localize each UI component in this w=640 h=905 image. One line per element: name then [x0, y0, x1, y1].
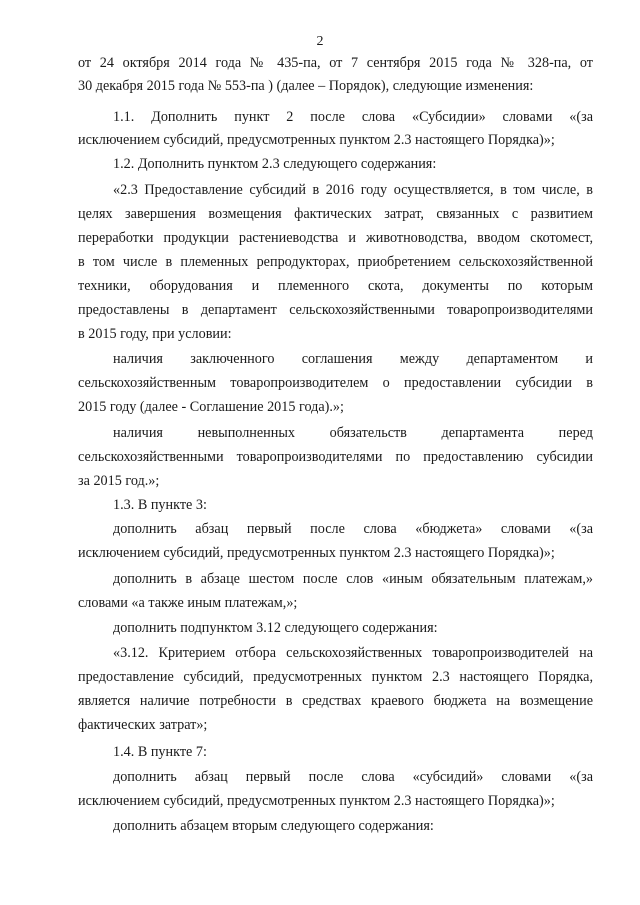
text-line: 2015 году (далее - Соглашение 2015 года).»; — [78, 399, 344, 415]
text-line: наличия заключенного соглашения между департаментом и — [113, 351, 593, 367]
text-line: является наличие потребности в средствах краевого бюджета на возмещение — [78, 693, 593, 709]
text-line: «3.12. Критерием отбора сельскохозяйственных товаропроизводителей на — [113, 645, 593, 661]
text-line: 1.2. Дополнить пунктом 2.3 следующего содержания: — [113, 156, 437, 172]
text-line: 1.4. В пункте 7: — [113, 744, 207, 760]
text-line: исключением субсидий, предусмотренных пунктом 2.3 настоящего Порядка)»; — [78, 793, 555, 809]
page-number: 2 — [316, 34, 324, 49]
text-line: 30 декабря 2015 года № 553-па ) (далее – Порядок), следующие изменения: — [78, 78, 534, 94]
text-line: исключением субсидий, предусмотренных пунктом 2.3 настоящего Порядка)»; — [78, 132, 555, 148]
text-line: техники, оборудования и племенного скота, документы по которым — [78, 278, 593, 294]
text-line: дополнить абзац первый после слова «бюджета» словами «(за — [113, 521, 593, 537]
text-line: исключением субсидий, предусмотренных пунктом 2.3 настоящего Порядка)»; — [78, 545, 555, 561]
text-line: 1.3. В пункте 3: — [113, 497, 207, 513]
text-line: в том числе в племенных репродукторах, приобретением сельскохозяйственной — [78, 254, 593, 270]
text-line: сельскохозяйственными товаропроизводителями по предоставлению субсидии — [78, 449, 593, 465]
text-line: «2.3 Предоставление субсидий в 2016 году осуществляется, в том числе, в — [113, 182, 593, 198]
text-line: наличия невыполненных обязательств департамента перед — [113, 425, 593, 441]
text-line: целях завершения возмещения фактических затрат, связанных с развитием — [78, 206, 593, 222]
text-line: фактических затрат»; — [78, 717, 208, 733]
text-line: от 24 октября 2014 года № 435-па, от 7 сентября 2015 года № 328-па, от — [78, 55, 593, 71]
text-line: дополнить подпунктом 3.12 следующего содержания: — [113, 620, 438, 636]
text-line: словами «а также иным платежам,»; — [78, 595, 298, 611]
text-line: предоставлены в департамент сельскохозяйственными товаропроизводителями — [78, 302, 593, 318]
text-line: 1.1. Дополнить пункт 2 после слова «Субсидии» словами «(за — [113, 109, 593, 125]
text-line: в 2015 году, при условии: — [78, 326, 232, 342]
text-line: дополнить абзацем вторым следующего содержания: — [113, 818, 434, 834]
text-line: дополнить абзац первый после слова «субсидий» словами «(за — [113, 769, 593, 785]
text-line: дополнить в абзаце шестом после слов «иным обязательным платежам,» — [113, 571, 593, 587]
text-line: переработки продукции растениеводства и животноводства, вводом скотомест, — [78, 230, 593, 246]
text-line: сельскохозяйственным товаропроизводителем о предоставлении субсидии в — [78, 375, 593, 391]
text-line: за 2015 год.»; — [78, 473, 160, 489]
text-line: предоставление субсидий, предусмотренных пунктом 2.3 настоящего Порядка, — [78, 669, 593, 685]
